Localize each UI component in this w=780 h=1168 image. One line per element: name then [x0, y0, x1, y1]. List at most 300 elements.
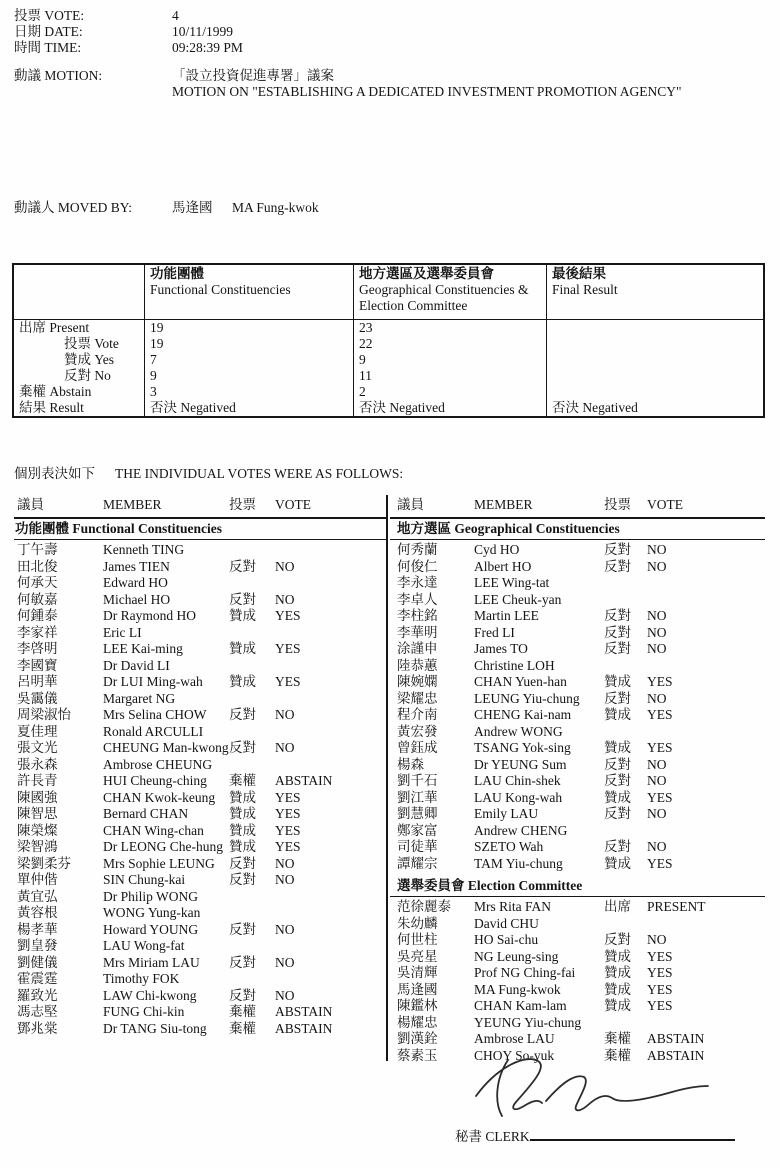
member-name-en: Ambrose CHEUNG: [103, 756, 213, 772]
summary-value-geographical: 否決 Negatived: [353, 400, 546, 416]
member-name-en: LEE Cheuk-yan: [474, 591, 562, 607]
member-vote-zh: 贊成: [604, 855, 631, 871]
member-name-en: NG Leung-sing: [474, 948, 559, 964]
member-vote-en: ABSTAIN: [647, 1031, 705, 1046]
member-vote-en: NO: [647, 839, 667, 854]
summary-value-functional: 3: [144, 384, 353, 400]
group-header-geographical: 地方選區 Geographical Constituencies: [397, 521, 620, 536]
member-row: [17, 938, 386, 955]
member-name-en: WONG Yung-kan: [103, 905, 201, 920]
member-row: [397, 641, 765, 658]
member-name-en: Dr David LI: [103, 657, 170, 673]
summary-value-final: [546, 336, 763, 352]
summary-header-geographical-en: Geographical Constituencies & Election Committee: [359, 282, 529, 313]
summary-value-final: 否決 Negatived: [546, 400, 763, 416]
member-vote-zh: 反對: [604, 773, 631, 788]
summary-row-label: 投票 Vote: [64, 336, 119, 351]
member-row: [17, 988, 386, 1005]
member-name-en: Kenneth TING: [103, 542, 185, 557]
individual-votes-intro-en: THE INDIVIDUAL VOTES WERE AS FOLLOWS:: [115, 466, 404, 481]
member-row: [397, 823, 765, 840]
member-row: [397, 658, 765, 675]
member-row: [17, 691, 386, 708]
member-vote-zh: 反對: [604, 624, 631, 640]
member-vote-en: NO: [275, 872, 295, 887]
member-name-en: Ambrose LAU: [474, 1031, 555, 1046]
member-vote-en: YES: [647, 948, 673, 964]
member-name-zh: 程介南: [397, 707, 438, 722]
date-value: 10/11/1999: [172, 24, 234, 39]
member-name-en: James TO: [474, 641, 528, 656]
member-name-zh: 馮志堅: [17, 1004, 58, 1019]
member-vote-en: YES: [647, 981, 673, 997]
member-vote-zh: 反對: [229, 855, 256, 871]
vote-summary-table: [12, 263, 765, 418]
member-row: [397, 757, 765, 774]
summary-row: [14, 320, 763, 336]
member-name-en: Edward HO: [103, 575, 168, 590]
member-list-functional: [17, 542, 386, 1037]
member-name-en: TAM Yiu-chung: [474, 855, 563, 871]
member-name-zh: 李柱銘: [397, 608, 438, 623]
member-vote-zh: 反對: [229, 740, 256, 755]
member-name-zh: 李國寶: [17, 657, 58, 673]
member-name-en: Fred LI: [474, 624, 515, 640]
member-vote-zh: 贊成: [604, 948, 631, 964]
summary-value-functional: 否決 Negatived: [144, 400, 353, 416]
member-name-zh: 陳鑑林: [397, 998, 438, 1013]
member-row: [17, 922, 386, 939]
member-row: [17, 740, 386, 757]
member-name-en: CHENG Kai-nam: [474, 707, 572, 722]
individual-votes-intro-zh: 個別表決如下: [14, 466, 95, 481]
member-name-en: CHAN Yuen-han: [474, 674, 567, 689]
member-name-en: Emily LAU: [474, 806, 539, 821]
summary-value-final: [546, 368, 763, 384]
member-row: [397, 724, 765, 741]
member-name-zh: 劉健儀: [17, 954, 58, 970]
member-name-zh: 黃容根: [17, 905, 58, 920]
left-header-rule: [14, 517, 386, 519]
member-vote-en: NO: [647, 608, 667, 623]
summary-row-label: 贊成 Yes: [64, 352, 115, 367]
member-vote-en: NO: [275, 954, 295, 970]
member-row: [17, 806, 386, 823]
member-name-en: Mrs Rita FAN: [474, 899, 552, 914]
member-name-zh: 呂明華: [17, 674, 58, 689]
member-row: [17, 559, 386, 576]
member-name-zh: 李卓人: [397, 591, 438, 607]
member-name-en: Mrs Sophie LEUNG: [103, 855, 215, 871]
member-vote-en: NO: [275, 921, 295, 937]
member-vote-en: NO: [275, 855, 295, 871]
member-vote-zh: 反對: [229, 954, 256, 970]
member-row: [17, 955, 386, 972]
member-vote-zh: 贊成: [604, 965, 631, 980]
summary-row-label: 反對 No: [64, 368, 111, 383]
member-vote-zh: 贊成: [229, 641, 256, 656]
member-name-zh: 霍震霆: [17, 971, 58, 986]
member-vote-zh: 反對: [604, 932, 631, 947]
summary-value-geographical: 23: [353, 320, 546, 336]
member-name-zh: 司徒華: [397, 839, 438, 854]
member-vote-en: NO: [275, 740, 295, 755]
member-vote-en: YES: [647, 740, 673, 755]
member-name-zh: 吳亮星: [397, 948, 438, 964]
member-name-zh: 劉江華: [397, 789, 438, 805]
member-vote-zh: 反對: [604, 641, 631, 656]
summary-header-geographical: [353, 265, 546, 319]
member-name-en: Timothy FOK: [103, 971, 180, 986]
election-committee-rule: [390, 896, 765, 897]
member-name-en: MA Fung-kwok: [474, 981, 561, 997]
summary-value-final: [546, 384, 763, 400]
member-row: [17, 889, 386, 906]
member-name-zh: 吳清輝: [397, 965, 438, 980]
member-name-en: Dr LEONG Che-hung: [103, 839, 223, 854]
vote-number-value: 4: [172, 8, 179, 23]
member-name-en: YEUNG Yiu-chung: [474, 1014, 582, 1030]
member-name-en: James TIEN: [103, 558, 170, 574]
member-row: [397, 949, 765, 966]
member-row: [17, 542, 386, 559]
member-vote-zh: 贊成: [229, 806, 256, 821]
member-vote-zh: 贊成: [229, 839, 256, 854]
member-vote-en: PRESENT: [647, 899, 706, 914]
member-list-geographical: [397, 542, 765, 872]
member-vote-zh: 出席: [604, 899, 631, 914]
member-vote-zh: 反對: [229, 707, 256, 722]
member-vote-zh: 贊成: [229, 789, 256, 805]
member-name-zh: 李家祥: [17, 624, 58, 640]
member-row: [17, 625, 386, 642]
member-row: [397, 965, 765, 982]
member-row: [397, 916, 765, 933]
member-row: [397, 932, 765, 949]
member-name-en: Howard YOUNG: [103, 921, 199, 937]
right-group-rule: [390, 539, 765, 540]
member-vote-en: YES: [275, 608, 301, 623]
member-vote-en: ABSTAIN: [275, 1020, 333, 1036]
member-name-zh: 馬逢國: [397, 981, 438, 997]
member-name-en: LAU Wong-fat: [103, 938, 185, 953]
member-row: [397, 773, 765, 790]
member-row: [17, 971, 386, 988]
member-vote-en: NO: [647, 624, 667, 640]
member-name-en: Albert HO: [474, 558, 532, 574]
member-name-zh: 周梁淑怡: [17, 707, 71, 722]
member-name-en: Dr Philip WONG: [103, 888, 199, 904]
member-name-en: CHOY So-yuk: [474, 1047, 555, 1063]
moved-by-label: 動議人 MOVED BY:: [14, 200, 133, 215]
member-vote-en: YES: [275, 822, 301, 838]
member-name-en: Dr TANG Siu-tong: [103, 1020, 207, 1036]
member-vote-zh: 棄權: [229, 1020, 256, 1036]
member-name-zh: 蔡素玉: [397, 1047, 438, 1063]
member-vote-en: ABSTAIN: [275, 1004, 333, 1019]
member-row: [17, 724, 386, 741]
member-vote-zh: 反對: [604, 690, 631, 706]
member-name-zh: 何鍾泰: [17, 608, 58, 623]
member-row: [17, 839, 386, 856]
member-name-zh: 劉慧卿: [397, 806, 438, 821]
left-group-rule: [14, 539, 386, 540]
member-name-en: Mrs Selina CHOW: [103, 707, 207, 722]
member-vote-zh: 棄權: [229, 773, 256, 788]
member-vote-en: YES: [275, 674, 301, 689]
member-vote-en: NO: [647, 641, 667, 656]
member-vote-zh: 反對: [604, 806, 631, 821]
motion-title-zh: 「設立投資促進專署」議案: [172, 68, 334, 83]
member-row: [17, 872, 386, 889]
member-vote-en: YES: [647, 998, 673, 1013]
summary-header-functional-en: Functional Constituencies: [150, 282, 291, 297]
member-name-en: CHEUNG Man-kwong: [103, 740, 229, 755]
member-name-en: Ronald ARCULLI: [103, 723, 204, 739]
member-vote-zh: 反對: [229, 872, 256, 887]
member-name-en: LEE Kai-ming: [103, 641, 183, 656]
member-vote-zh: 反對: [604, 542, 631, 557]
clerk-signature-line: [530, 1125, 735, 1141]
member-name-zh: 李華明: [397, 624, 438, 640]
summary-header-geographical-zh: 地方選區及選舉委員會: [359, 266, 494, 281]
member-name-zh: 曾鈺成: [397, 740, 438, 755]
member-row: [397, 674, 765, 691]
member-row: [17, 790, 386, 807]
member-name-zh: 鄧兆棠: [17, 1020, 58, 1036]
member-name-zh: 梁智鴻: [17, 839, 58, 854]
date-label: 日期 DATE:: [14, 24, 83, 39]
member-vote-zh: 棄權: [604, 1047, 631, 1063]
member-vote-zh: 贊成: [604, 998, 631, 1013]
member-name-en: CHAN Wing-chan: [103, 822, 204, 838]
vote-col-header-zh: 投票: [604, 497, 631, 512]
member-col-header-zh: 議員: [397, 497, 424, 512]
member-row: [17, 757, 386, 774]
member-name-zh: 梁劉柔芬: [17, 855, 71, 871]
member-name-zh: 吳靄儀: [17, 690, 58, 706]
moved-by-name-en: MA Fung-kwok: [232, 200, 319, 215]
member-vote-zh: 贊成: [604, 789, 631, 805]
member-row: [17, 773, 386, 790]
member-name-en: Andrew WONG: [474, 723, 563, 739]
motion-label: 動議 MOTION:: [14, 68, 103, 83]
member-name-en: SZETO Wah: [474, 839, 544, 854]
member-vote-en: NO: [275, 591, 295, 607]
member-row: [17, 641, 386, 658]
member-row: [397, 691, 765, 708]
member-name-en: Margaret NG: [103, 690, 176, 706]
member-vote-en: YES: [647, 855, 673, 871]
member-vote-en: YES: [275, 839, 301, 854]
member-name-en: Bernard CHAN: [103, 806, 189, 821]
member-row: [397, 839, 765, 856]
summary-header-blank: [14, 265, 144, 319]
member-vote-zh: 反對: [604, 839, 631, 854]
summary-body: [14, 320, 763, 416]
right-table-header: [397, 497, 765, 513]
member-row: [17, 1021, 386, 1038]
member-name-en: CHAN Kam-lam: [474, 998, 567, 1013]
summary-value-geographical: 2: [353, 384, 546, 400]
member-name-en: LAW Chi-kwong: [103, 987, 197, 1003]
member-name-en: LAU Chin-shek: [474, 773, 561, 788]
member-name-zh: 何世柱: [397, 932, 438, 947]
summary-header-final-en: Final Result: [552, 282, 618, 297]
member-row: [17, 674, 386, 691]
member-name-zh: 何秀蘭: [397, 542, 438, 557]
summary-value-geographical: 9: [353, 352, 546, 368]
member-name-en: Cyd HO: [474, 542, 520, 557]
clerk-row: [455, 1125, 735, 1145]
member-row: [397, 707, 765, 724]
summary-row: [14, 384, 763, 400]
member-vote-zh: 贊成: [229, 822, 256, 838]
member-name-zh: 何敏嘉: [17, 591, 58, 607]
member-row: [17, 592, 386, 609]
summary-row-label: 出席 Present: [19, 320, 90, 335]
member-name-zh: 范徐麗泰: [397, 899, 451, 914]
member-row: [397, 542, 765, 559]
member-name-en: Dr LUI Ming-wah: [103, 674, 203, 689]
member-name-zh: 楊耀忠: [397, 1014, 438, 1030]
member-vote-zh: 贊成: [604, 981, 631, 997]
member-col-header-en: MEMBER: [474, 497, 533, 512]
group-header-election-committee: 選舉委員會 Election Committee: [397, 878, 583, 893]
member-name-en: Christine LOH: [474, 657, 555, 673]
clerk-label: 秘書 CLERK: [455, 1129, 530, 1144]
member-name-en: LAU Kong-wah: [474, 789, 563, 805]
member-vote-en: YES: [275, 789, 301, 805]
member-name-zh: 劉漢銓: [397, 1031, 438, 1046]
member-name-en: HUI Cheung-ching: [103, 773, 207, 788]
member-row: [17, 707, 386, 724]
member-name-zh: 陳榮燦: [17, 822, 58, 838]
vote-number-label: 投票 VOTE:: [14, 8, 85, 23]
member-name-zh: 譚耀宗: [397, 855, 438, 871]
summary-row: [14, 352, 763, 368]
member-row: [17, 575, 386, 592]
member-name-zh: 李永達: [397, 575, 438, 590]
clerk-signature: [468, 1047, 718, 1124]
member-row: [17, 905, 386, 922]
member-row: [397, 625, 765, 642]
summary-row: [14, 400, 763, 416]
summary-row-label: 棄權 Abstain: [19, 384, 92, 399]
member-row: [397, 592, 765, 609]
member-vote-zh: 贊成: [229, 608, 256, 623]
member-name-zh: 張永森: [17, 756, 58, 772]
member-vote-en: NO: [647, 756, 667, 772]
member-col-header-zh: 議員: [17, 497, 44, 512]
member-vote-zh: 贊成: [604, 674, 631, 689]
member-name-en: Michael HO: [103, 591, 171, 607]
member-name-en: Dr Raymond HO: [103, 608, 196, 623]
member-row: [397, 1015, 765, 1032]
member-row: [397, 608, 765, 625]
summary-value-geographical: 22: [353, 336, 546, 352]
member-row: [397, 998, 765, 1015]
member-name-zh: 田北俊: [17, 558, 58, 574]
member-vote-zh: 反對: [604, 756, 631, 772]
member-vote-zh: 反對: [229, 987, 256, 1003]
member-name-zh: 陳婉嫻: [397, 674, 438, 689]
summary-value-functional: 7: [144, 352, 353, 368]
summary-header-final-zh: 最後結果: [552, 266, 606, 281]
motion-title-en: MOTION ON "ESTABLISHING A DEDICATED INVESTMENT PROMOTION AGENCY": [172, 84, 682, 99]
summary-header-final: [546, 265, 763, 319]
member-vote-zh: 贊成: [229, 674, 256, 689]
member-vote-zh: 反對: [229, 921, 256, 937]
member-vote-zh: 反對: [229, 558, 256, 574]
member-name-en: Martin LEE: [474, 608, 539, 623]
member-name-zh: 單仲偕: [17, 872, 58, 887]
time-value: 09:28:39 PM: [172, 40, 243, 55]
summary-value-final: [546, 320, 763, 336]
member-vote-en: NO: [275, 707, 295, 722]
member-vote-en: NO: [647, 806, 667, 821]
summary-header-functional: [144, 265, 353, 319]
member-vote-en: NO: [647, 932, 667, 947]
member-vote-en: NO: [275, 558, 295, 574]
member-vote-en: YES: [647, 674, 673, 689]
member-name-zh: 陳智思: [17, 806, 58, 821]
member-row: [17, 823, 386, 840]
member-row: [397, 559, 765, 576]
member-list-election-committee: [397, 899, 765, 1064]
member-name-en: HO Sai-chu: [474, 932, 539, 947]
vote-col-header-en: VOTE: [275, 497, 311, 512]
time-row: [0, 40, 780, 56]
member-name-en: FUNG Chi-kin: [103, 1004, 185, 1019]
member-name-zh: 李啓明: [17, 641, 58, 656]
member-name-en: Dr YEUNG Sum: [474, 756, 567, 772]
member-row: [397, 806, 765, 823]
member-name-zh: 黃宏發: [397, 723, 438, 739]
member-name-zh: 劉千石: [397, 773, 438, 788]
member-name-en: CHAN Kwok-keung: [103, 789, 216, 805]
member-name-en: Mrs Miriam LAU: [103, 954, 200, 970]
member-name-zh: 羅致光: [17, 987, 58, 1003]
member-name-zh: 陸恭蕙: [397, 657, 438, 673]
member-name-zh: 張文光: [17, 740, 58, 755]
vote-number-row: [0, 8, 780, 24]
member-vote-zh: 反對: [604, 608, 631, 623]
member-vote-en: NO: [647, 558, 667, 574]
member-row: [397, 856, 765, 873]
member-row: [397, 790, 765, 807]
member-name-zh: 何俊仁: [397, 558, 438, 574]
member-name-zh: 何承天: [17, 575, 58, 590]
member-name-zh: 楊孝華: [17, 921, 58, 937]
member-row: [397, 575, 765, 592]
member-name-en: David CHU: [474, 915, 539, 931]
member-vote-en: YES: [647, 789, 673, 805]
member-vote-en: NO: [647, 690, 667, 706]
member-row: [397, 899, 765, 916]
member-name-en: Eric LI: [103, 624, 142, 640]
member-row: [17, 1004, 386, 1021]
date-row: [0, 24, 780, 40]
member-vote-zh: 棄權: [229, 1004, 256, 1019]
member-vote-zh: 反對: [604, 558, 631, 574]
member-name-zh: 朱幼麟: [397, 915, 438, 931]
time-label: 時間 TIME:: [14, 40, 82, 55]
moved-by-name-zh: 馬逢國: [172, 200, 213, 215]
member-vote-en: NO: [275, 987, 295, 1003]
member-name-zh: 許長青: [17, 773, 58, 788]
summary-header-functional-zh: 功能團體: [150, 266, 204, 281]
